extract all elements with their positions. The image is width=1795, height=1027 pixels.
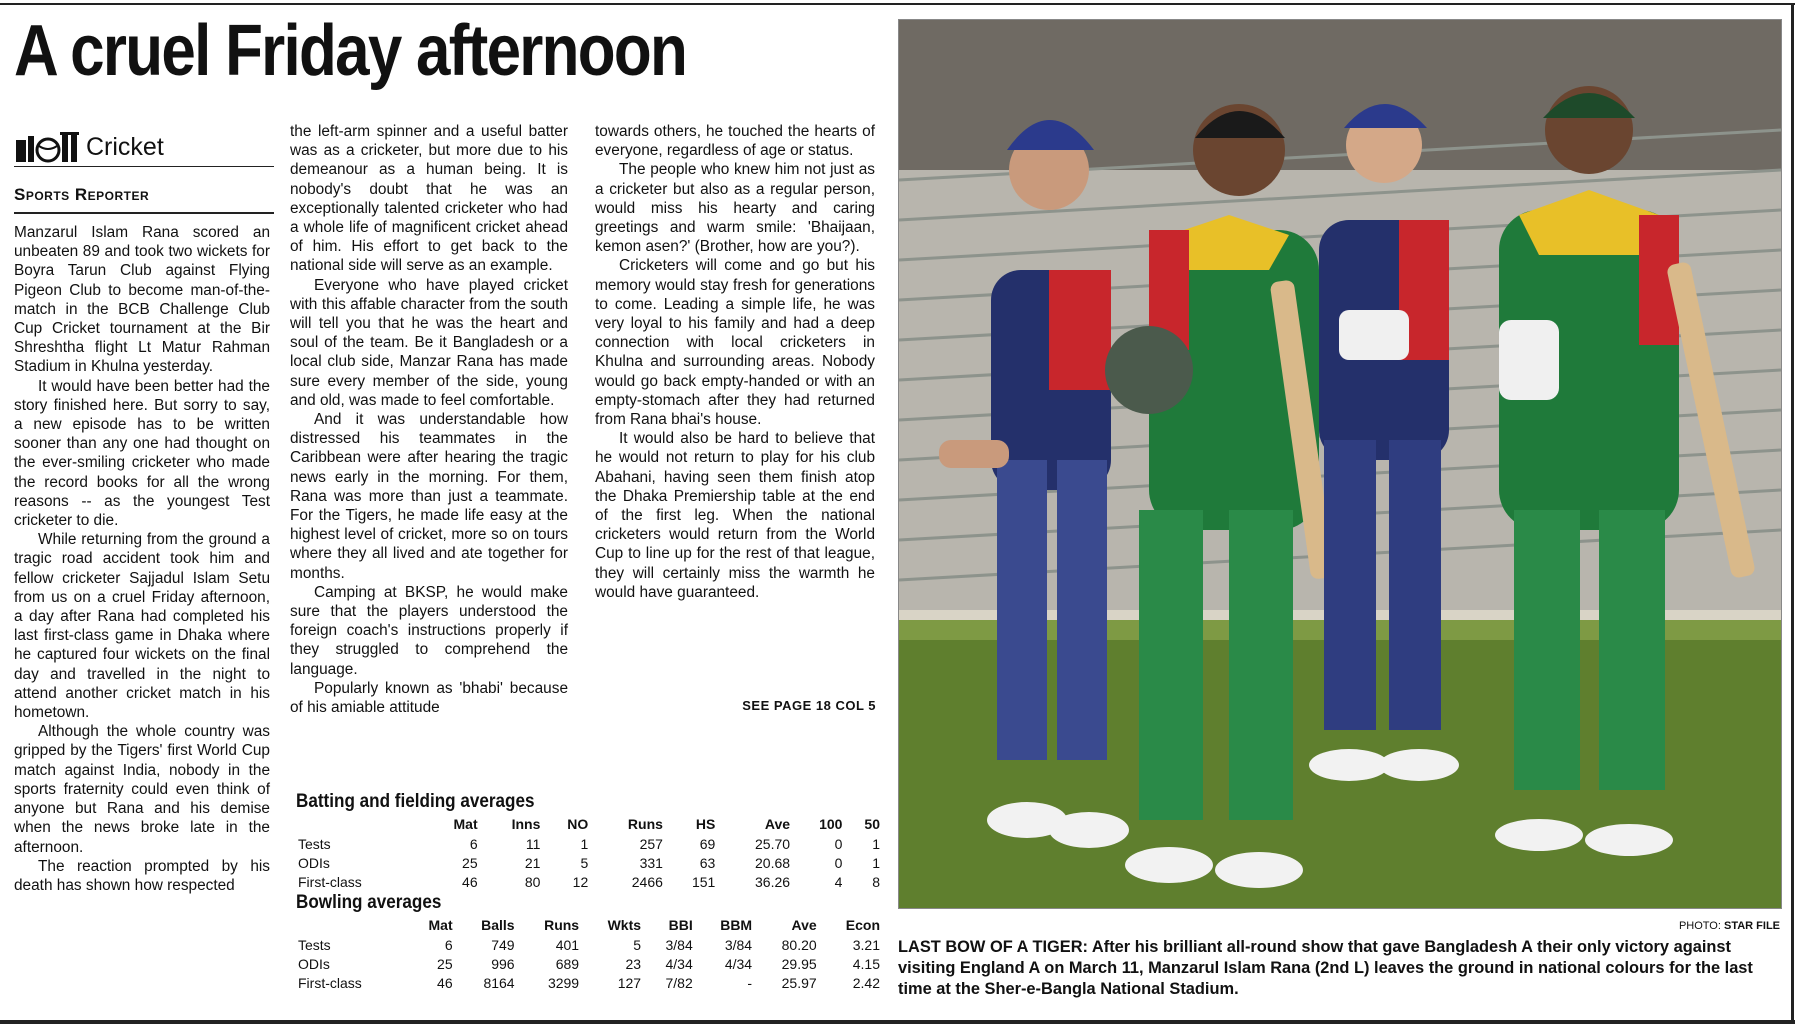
byline-text: Sports Reporter [14, 185, 150, 204]
column-header: 50 [864, 816, 880, 832]
table-cell: 6 [444, 936, 453, 953]
row-label: First-class [298, 873, 362, 890]
row-label: First-class [298, 974, 362, 991]
column-header: Ave [764, 816, 791, 832]
table-cell: 21 [524, 854, 541, 871]
column-header: Runs [627, 816, 663, 832]
column-header: Econ [845, 917, 880, 933]
table-cell: 1 [872, 854, 880, 871]
table-cell: 25.97 [781, 974, 817, 991]
column-header: Ave [791, 917, 817, 933]
table-cell: 46 [462, 873, 478, 890]
table-cell: 3.21 [852, 936, 880, 953]
paragraph: The people who knew him not just as a cricketer but also as a regular person, would miss his hearty and caring greetings and warm smile: 'Bhaijaan, kemon asen?' (Brother, how are you?). [595, 161, 875, 256]
news-photo [898, 19, 1782, 909]
table-cell: 80.20 [781, 936, 817, 953]
byline [14, 183, 274, 207]
batting-title: Batting and fielding averages [296, 791, 535, 812]
column-header: Wkts [607, 917, 642, 933]
table-cell: 3/84 [665, 936, 693, 953]
table-cell: 69 [699, 835, 716, 852]
table-cell: 2466 [631, 873, 663, 890]
table-cell: 11 [525, 835, 541, 852]
column-header: Inns [511, 816, 541, 832]
table-cell: 12 [572, 873, 589, 890]
table-cell: 80 [524, 873, 541, 890]
paragraph: Camping at BKSP, he would make sure that the players understood the foreign coach's instructions properly if they struggled to comprehend the language. [290, 583, 568, 678]
table-row [296, 834, 882, 853]
paragraph: towards others, he touched the hearts of everyone, regardless of age or status. [595, 123, 875, 160]
table-cell: 3/84 [724, 936, 753, 953]
bottom-rule [0, 1020, 1795, 1024]
table-cell: 127 [617, 974, 642, 991]
article-column-3 [595, 122, 875, 602]
column-header [296, 915, 408, 935]
table-cell: 25.70 [755, 835, 791, 852]
column-header: Balls [481, 917, 515, 933]
table-header-row [296, 814, 882, 834]
row-label: Tests [298, 835, 331, 852]
photo-credit-source: STAR FILE [1723, 920, 1780, 932]
column-header: Runs [544, 917, 580, 933]
column-header: 100 [819, 816, 843, 832]
row-label: ODIs [298, 955, 330, 972]
table-header-row [296, 915, 882, 935]
table-cell: 7/82 [665, 974, 693, 991]
table-cell: 6 [469, 835, 478, 852]
table-row [296, 954, 882, 973]
table-cell: 4/34 [665, 955, 693, 972]
table-cell: 29.95 [781, 955, 817, 972]
column-header: Mat [453, 816, 478, 832]
table-cell: 4/34 [724, 955, 753, 972]
bowling-table [296, 915, 882, 992]
table-cell: 401 [555, 936, 580, 953]
table-cell: 1 [580, 835, 589, 852]
top-rule [0, 3, 1795, 5]
table-cell: 3299 [547, 974, 580, 991]
table-row [296, 973, 882, 992]
continued-jump: SEE PAGE 18 COL 5 [742, 698, 876, 713]
byline-rule [14, 212, 274, 214]
table-cell: 25 [437, 955, 453, 972]
batting-table [296, 814, 882, 891]
table-cell: 1 [872, 835, 880, 852]
photo-credit [1580, 919, 1780, 933]
section-kicker [14, 130, 274, 166]
paragraph: the left-arm spinner and a useful batter was as a cricketer, but more due to his demeanour as a human being. It is nobody's doubt that he was an exceptionally talented cricketer who had a whole life of magnificent cricket ahead of him. His effort to get back to the national side will serve as an example. [290, 123, 568, 275]
photo-caption: LAST BOW OF A TIGER: After his brilliant all-round show that gave Bangladesh A their only victory against visiting England A on March 11, Manzarul Islam Rana (2nd L) leaves the ground in national colours for the last time at the Sher-e-Bangla National Stadium. [898, 938, 1753, 998]
table-cell: 331 [639, 854, 663, 871]
photo-credit-prefix: PHOTO: [1678, 920, 1721, 932]
stats-box [296, 790, 882, 992]
table-cell: 4.15 [852, 955, 880, 972]
paragraph: Everyone who have played cricket with this affable character from the south will tell you that he was the heart and soul of the team. Be it Bangladesh or a local club side, Manzar Rana has made sure every member of the side, young and old, was made to feel comfortable. [290, 276, 568, 409]
table-cell: 0 [834, 854, 843, 871]
paragraph: While returning from the ground a tragic road accident took him and fellow cricketer Sajjadul Islam Setu from us on a cruel Friday afternoon, a day after Rana had completed his last first-class game in Dhaka where he captured four wickets on the final day and travelled in the night to attend another cricket match in his hometown. [14, 531, 270, 722]
table-cell: 257 [639, 835, 663, 852]
column-header [296, 814, 426, 834]
table-cell: 749 [491, 936, 515, 953]
right-border [1791, 3, 1794, 1023]
table-cell: 0 [834, 835, 843, 852]
table-cell: 151 [691, 873, 716, 890]
table-cell: 63 [699, 854, 716, 871]
table-row [296, 935, 882, 954]
row-label: ODIs [298, 854, 330, 871]
table-cell: 46 [437, 974, 453, 991]
paragraph: Manzarul Islam Rana scored an unbeaten 89 and took two wickets for Boyra Tarun Club against Flying Pigeon Club to become man-of-the-match in the BCB Challenge Club Cup Cricket tournament at the Bir Shreshtha flight Lt Matur Rahman Stadium in Khulna yesterday. [14, 224, 270, 376]
photo-illustration [899, 20, 1781, 908]
table-cell: 5 [633, 936, 642, 953]
table-cell: 8164 [483, 974, 515, 991]
paragraph: Although the whole country was gripped by the Tigers' first World Cup match against India, nobody in the sports fraternity could even think of anyone but Rana and his demise when the news broke late in the afternoon. [14, 723, 270, 856]
paragraph: It would also be hard to believe that he would not return to play for his club Abahani, having seen them finish atop the Dhaka Premiership table at the end of the first leg. When the national cricketers would return from the World Cup to line up for the rest of that league, they will certainly miss the warmth he would have guaranteed. [595, 430, 875, 601]
table-cell: 996 [491, 955, 515, 972]
table-row [296, 872, 882, 891]
bowling-title: Bowling averages [296, 892, 442, 913]
paragraph: And it was understandable how distressed his teammates in the Caribbean were after hearing the tragic news early in the morning. For them, Rana was more than just a teammate. For the Tigers, he made life easy at the highest level of cricket, more so on tours where they all lived and ate together for months. [290, 411, 568, 582]
table-cell: 689 [555, 955, 580, 972]
row-label: Tests [298, 936, 331, 953]
paragraph: Cricketers will come and go but his memory would stay fresh for generations to come. Leading a simple life, he was very loyal to his family and had a deep connection with local cricketers in Khulna and surrounding areas. Nobody would go back empty-handed or with an empty-stomach after they had returned from Rana bhai's house. [595, 257, 875, 429]
table-cell: - [747, 974, 753, 991]
table-cell: 4 [834, 873, 843, 890]
column-header: HS [695, 816, 716, 832]
headline: A cruel Friday afternoon [14, 11, 687, 91]
cricket-bat-ball-icon [14, 130, 84, 164]
column-header: NO [567, 816, 589, 832]
section-rule [14, 166, 274, 167]
table-cell: 23 [625, 955, 642, 972]
table-cell: 2.42 [852, 974, 880, 991]
paragraph: It would have been better had the story finished here. But sorry to say, a new episode has to be written sooner than any one had thought on the ever-smiling cricketer who made the record books for all the wrong reasons -- as the youngest Test cricketer to die. [14, 377, 270, 530]
table-cell: 20.68 [755, 854, 791, 871]
paragraph: Popularly known as 'bhabi' because of his amiable attitude [290, 679, 568, 717]
table-cell: 25 [462, 854, 478, 871]
table-cell: 36.26 [755, 873, 791, 890]
column-header: Mat [428, 917, 453, 933]
article-column-1 [14, 223, 270, 895]
paragraph: The reaction prompted by his death has shown how respected [14, 857, 270, 894]
article-column-2 [290, 122, 568, 717]
column-header: BBM [720, 917, 753, 933]
column-header: BBI [668, 917, 693, 933]
table-row [296, 853, 882, 872]
table-cell: 5 [580, 854, 589, 871]
section-label: Cricket [86, 133, 164, 161]
table-cell: 8 [872, 873, 880, 890]
